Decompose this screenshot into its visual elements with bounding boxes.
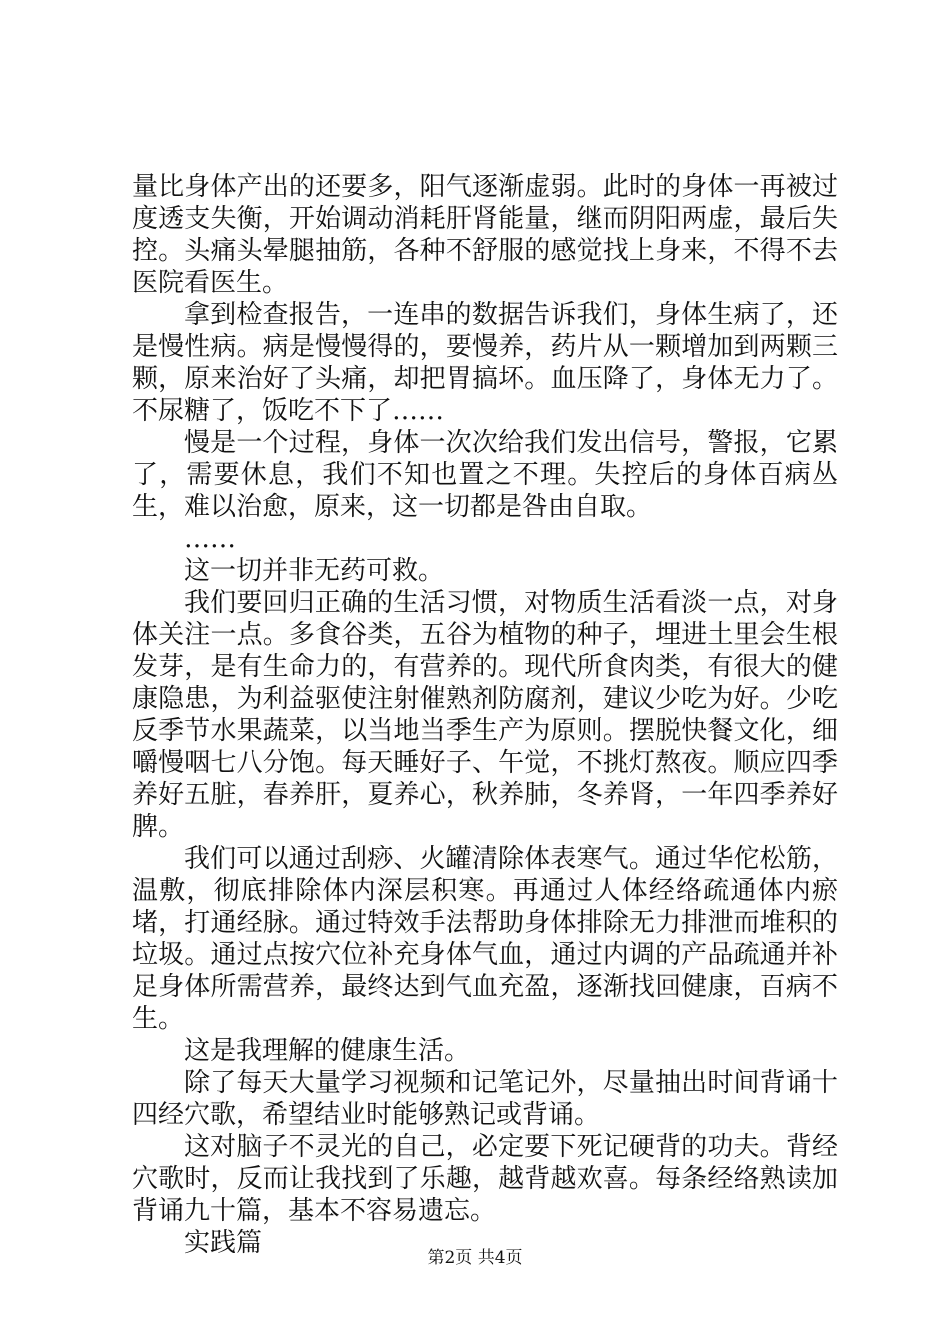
section-heading-practice: 实践篇 bbox=[184, 1228, 263, 1258]
paragraph-5: 我们要回归正确的生活习惯，对物质生活看淡一点，对身体关注一点。多食谷类，五谷为植物的种子，埋进土里会生根发芽，是有生命力的，有营养的。现代所食肉类，有很大的健康隐患，为利益驱使注射催熟剂防腐剂，建议少吃为好。少吃反季节水果蔬菜，以当地当季生产为原则。摆脱快餐文化，细嚼慢咽七八分饱。每天睡好子、午觉，不挑灯熬夜。顺应四季养好五脏，春养肝，夏养心，秋养肺，冬养肾，一年四季养好脾。 bbox=[132, 588, 838, 842]
paragraph-1: 量比身体产出的还要多，阳气逐渐虚弱。此时的身体一再被过度透支失衡，开始调动消耗肝肾能量，继而阴阳两虚，最后失控。头痛头晕腿抽筋，各种不舒服的感觉找上身来，不得不去医院看医生。 bbox=[132, 172, 838, 298]
ellipsis-line: …… bbox=[184, 524, 236, 554]
paragraph-6: 我们可以通过刮痧、火罐清除体表寒气。通过华佗松筋，温敷，彻底排除体内深层积寒。再通过人体经络疏通体内瘀堵，打通经脉。通过特效手法帮助身体排除无力排泄而堆积的垃圾。通过点按穴位补充身体气血，通过内调的产品疏通并补足身体所需营养，最终达到气血充盈，逐渐找回健康，百病不生。 bbox=[132, 844, 838, 1034]
paragraph-8: 除了每天大量学习视频和记笔记外，尽量抽出时间背诵十四经穴歌，希望结业时能够熟记或背诵。 bbox=[132, 1068, 838, 1130]
body-text bbox=[132, 171, 838, 1259]
paragraph-7: 这是我理解的健康生活。 bbox=[184, 1036, 471, 1066]
paragraph-9: 这对脑子不灵光的自己，必定要下死记硬背的功夫。背经穴歌时，反而让我找到了乐趣，越背越欢喜。每条经络熟读加背诵九十篇，基本不容易遗忘。 bbox=[132, 1132, 838, 1226]
paragraph-3: 慢是一个过程，身体一次次给我们发出信号，警报，它累了，需要休息，我们不知也置之不理。失控后的身体百病丛生，难以治愈，原来，这一切都是咎由自取。 bbox=[132, 428, 838, 522]
page-footer: 第2页 共4页 bbox=[427, 1248, 523, 1268]
paragraph-4: 这一切并非无药可救。 bbox=[184, 556, 445, 586]
paragraph-2: 拿到检查报告，一连串的数据告诉我们，身体生病了，还是慢性病。病是慢慢得的，要慢养，药片从一颗增加到两颗三颗，原来治好了头痛，却把胃搞坏。血压降了，身体无力了。不尿糖了，饭吃不下了…… bbox=[132, 300, 838, 426]
